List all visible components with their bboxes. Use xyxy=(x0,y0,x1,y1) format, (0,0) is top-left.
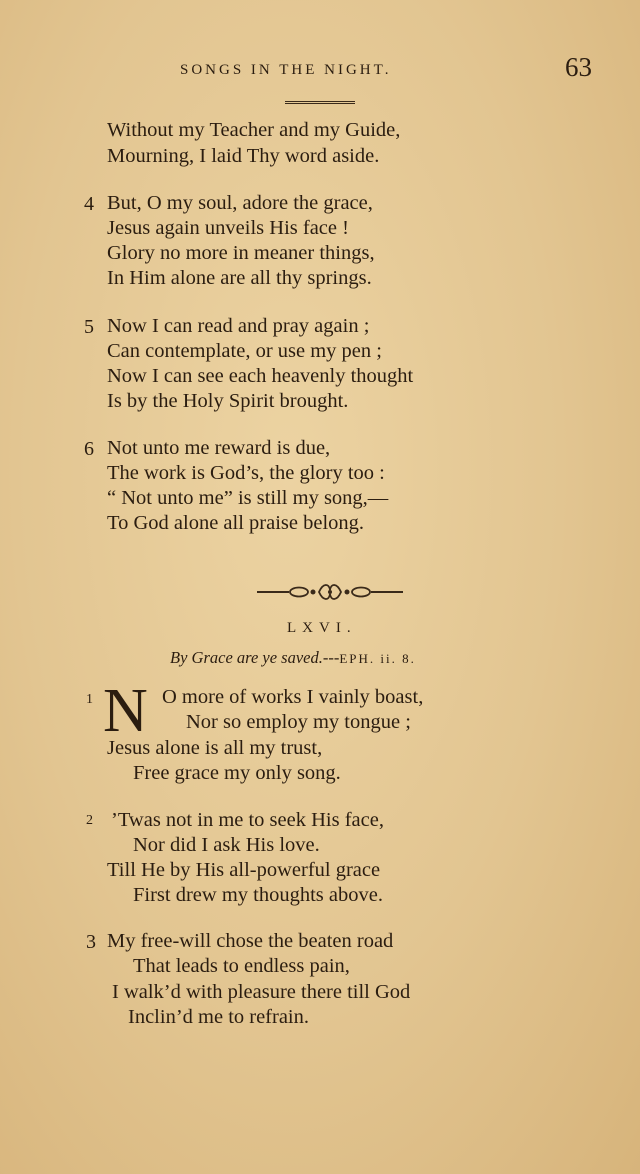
verse-line: O more of works I vainly boast, xyxy=(162,686,424,708)
running-header: SONGS IN THE NIGHT. xyxy=(180,62,392,78)
verse-line: But, O my soul, adore the grace, xyxy=(107,192,373,214)
verse-line: Nor so employ my tongue ; xyxy=(186,711,411,733)
verse-line: Till He by His all-powerful grace xyxy=(107,859,381,881)
verse-line: Glory no more in meaner things, xyxy=(107,242,375,264)
verse-line: Now I can read and pray again ; xyxy=(107,315,370,337)
verse-line: Without my Teacher and my Guide, xyxy=(107,119,401,141)
scripture-reference: EPH. ii. 8. xyxy=(339,651,416,666)
stanza-number: 1 xyxy=(86,692,93,707)
verse-line: Mourning, I laid Thy word aside. xyxy=(107,145,380,167)
stanza-number: 3 xyxy=(86,931,96,953)
verse-line: Free grace my only song. xyxy=(133,762,341,784)
drop-cap: N xyxy=(103,677,148,745)
verse-line: In Him alone are all thy springs. xyxy=(107,267,372,289)
verse-line: Is by the Holy Spirit brought. xyxy=(107,390,349,412)
header-rule xyxy=(285,101,355,104)
verse-line: Not unto me reward is due, xyxy=(107,437,331,459)
verse-line: The work is God’s, the glory too : xyxy=(107,462,385,484)
verse-line: Nor did I ask His love. xyxy=(133,834,320,856)
verse-line: “ Not unto me” is still my song,— xyxy=(107,487,389,509)
verse-line: ’Twas not in me to seek His face, xyxy=(111,809,384,831)
stanza-number: 2 xyxy=(86,813,93,828)
page-number: 63 xyxy=(565,52,592,82)
epigraph xyxy=(170,648,416,668)
stanza-number: 6 xyxy=(84,438,94,460)
verse-line: Jesus alone is all my trust, xyxy=(107,737,323,759)
verse-line: First drew my thoughts above. xyxy=(133,884,383,906)
verse-line: Inclin’d me to refrain. xyxy=(128,1006,310,1028)
stanza-number: 5 xyxy=(84,316,94,338)
epigraph-text: By Grace are ye saved.--- xyxy=(170,648,340,667)
verse-line: To God alone all praise belong. xyxy=(107,512,365,534)
verse-line: Jesus again unveils His face ! xyxy=(107,217,349,239)
verse-line: My free-will chose the beaten road xyxy=(107,930,394,952)
verse-line: Now I can see each heavenly thought xyxy=(107,365,414,387)
ornament-divider xyxy=(255,579,405,605)
verse-line: That leads to endless pain, xyxy=(133,955,350,977)
hymn-title: LXVI. xyxy=(287,620,357,636)
verse-line: Can contemplate, or use my pen ; xyxy=(107,340,382,362)
stanza-number: 4 xyxy=(84,193,94,215)
verse-line: I walk’d with pleasure there till God xyxy=(112,981,411,1003)
